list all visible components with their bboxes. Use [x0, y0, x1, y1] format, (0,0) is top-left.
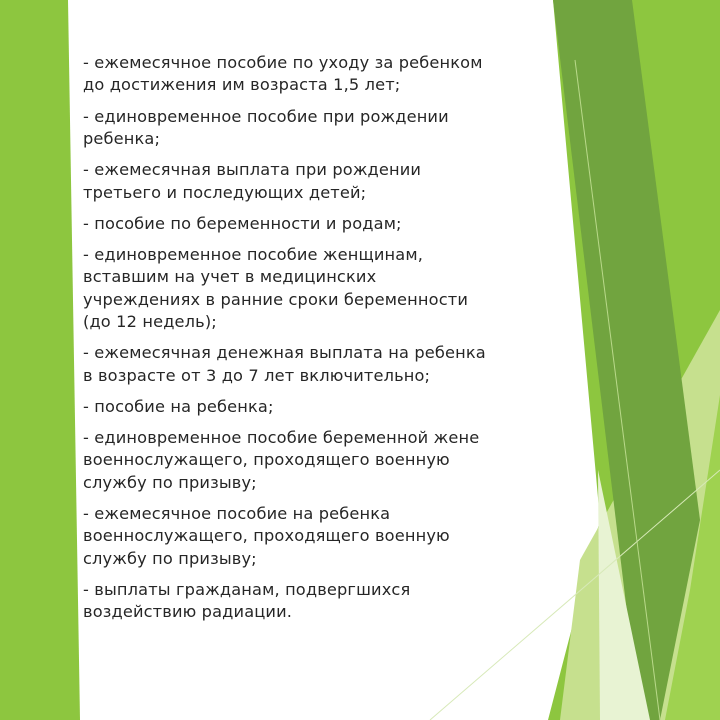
benefit-item-line: службу по призыву; — [83, 548, 257, 568]
benefit-item — [83, 427, 553, 494]
benefit-item-line: - пособие на ребенка; — [83, 396, 274, 416]
benefit-item-line: (до 12 недель); — [83, 312, 217, 332]
left-green-stripe — [0, 0, 80, 720]
benefit-item-line: третьего и последующих детей; — [83, 182, 367, 202]
benefit-item-line: - выплаты гражданам, подвергшихся — [83, 579, 411, 599]
benefit-item — [83, 396, 553, 418]
benefit-item-line: военнослужащего, проходящего военную — [83, 450, 450, 470]
benefit-item — [83, 106, 553, 151]
benefit-item-line: - единовременное пособие беременной жене — [83, 428, 480, 448]
benefit-item-line: - пособие по беременности и родам; — [83, 213, 402, 233]
benefit-item-line: - ежемесячная денежная выплата на ребенка — [83, 343, 486, 363]
benefit-item-line: вставшим на учет в медицинских — [83, 267, 377, 287]
benefit-item-line: воздействию радиации. — [83, 602, 293, 622]
benefit-item — [83, 503, 553, 570]
benefit-item-line: - ежемесячное пособие на ребенка — [83, 504, 391, 524]
benefit-item-line: в возрасте от 3 до 7 лет включительно; — [83, 365, 431, 385]
benefit-item — [83, 244, 553, 334]
benefit-item-line: - ежемесячное пособие по уходу за ребенком — [83, 53, 483, 72]
benefit-item-line: до достижения им возраста 1,5 лет; — [83, 75, 401, 95]
benefit-item-line: - единовременное пособие женщинам, — [83, 244, 424, 264]
benefit-item — [83, 213, 553, 235]
benefit-item — [83, 159, 553, 204]
benefit-item-line: военнослужащего, проходящего военную — [83, 526, 450, 546]
benefit-item-line: ребенка; — [83, 128, 161, 148]
benefits-list — [83, 52, 553, 633]
benefit-item — [83, 342, 553, 387]
benefit-item — [83, 579, 553, 624]
benefit-item-line: - единовременное пособие при рождении — [83, 106, 449, 126]
benefit-item-line: учреждениях в ранние сроки беременности — [83, 289, 468, 309]
benefit-item-line: - ежемесячная выплата при рождении — [83, 160, 422, 180]
benefit-item — [83, 52, 553, 97]
benefit-item-line: службу по призыву; — [83, 472, 257, 492]
